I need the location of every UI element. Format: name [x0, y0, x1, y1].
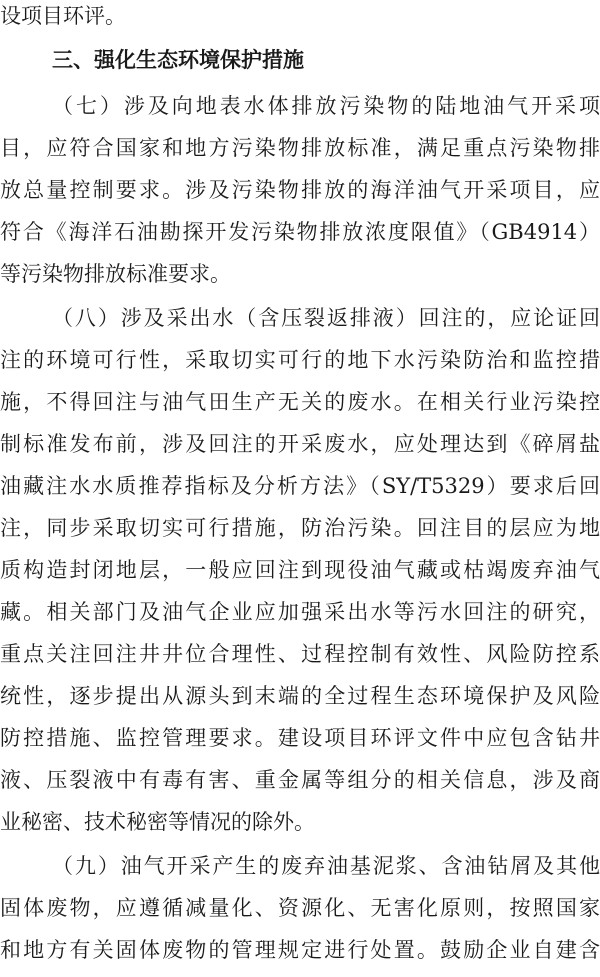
paragraph-line: （七）涉及向地表水体排放污染物的陆地油气开采项 — [52, 94, 600, 118]
paragraph-line: 质构造封闭地层，一般应回注到现役油气藏或枯竭废弃油气 — [0, 558, 600, 582]
paragraph-line: 和地方有关固体废物的管理规定进行处置。鼓励企业自建含 — [0, 938, 600, 962]
paragraph-line: 藏。相关部门及油气企业应加强采出水等污水回注的研究， — [0, 600, 600, 624]
paragraph-line: （九）油气开采产生的废弃油基泥浆、含油钻屑及其他 — [52, 854, 600, 878]
paragraph-line: 防控措施、监控管理要求。建设项目环评文件中应包含钻井 — [0, 726, 600, 750]
paragraph-line: 符合《海洋石油勘探开发污染物排放浓度限值》（GB4914） — [0, 220, 600, 244]
paragraph-line: 目，应符合国家和地方污染物排放标准，满足重点污染物排 — [0, 136, 600, 160]
intro-tail-line: 设项目环评。 — [0, 4, 126, 28]
paragraph-line: 放总量控制要求。涉及污染物排放的海洋油气开采项目，应 — [0, 178, 600, 202]
section-heading: 三、强化生态环境保护措施 — [52, 48, 304, 72]
paragraph-line: 统性，逐步提出从源头到末端的全过程生态环境保护及风险 — [0, 684, 600, 708]
paragraph-line: 液、压裂液中有毒有害、重金属等组分的相关信息，涉及商 — [0, 768, 600, 792]
paragraph-line: 油藏注水水质推荐指标及分析方法》（SY/T5329）要求后回 — [0, 474, 600, 498]
paragraph-line: （八）涉及采出水（含压裂返排液）回注的，应论证回 — [52, 306, 600, 330]
paragraph-line: 重点关注回注井井位合理性、过程控制有效性、风险防控系 — [0, 642, 600, 666]
paragraph-line: 注的环境可行性，采取切实可行的地下水污染防治和监控措 — [0, 348, 600, 372]
paragraph-line: 施，不得回注与油气田生产无关的废水。在相关行业污染控 — [0, 390, 600, 414]
paragraph-line: 注，同步采取切实可行措施，防治污染。回注目的层应为地 — [0, 516, 600, 540]
paragraph-line: 等污染物排放标准要求。 — [0, 262, 231, 286]
paragraph-line: 制标准发布前，涉及回注的开采废水，应处理达到《碎屑盐 — [0, 432, 600, 456]
paragraph-line: 固体废物，应遵循减量化、资源化、无害化原则，按照国家 — [0, 896, 600, 920]
paragraph-line: 业秘密、技术秘密等情况的除外。 — [0, 810, 315, 834]
